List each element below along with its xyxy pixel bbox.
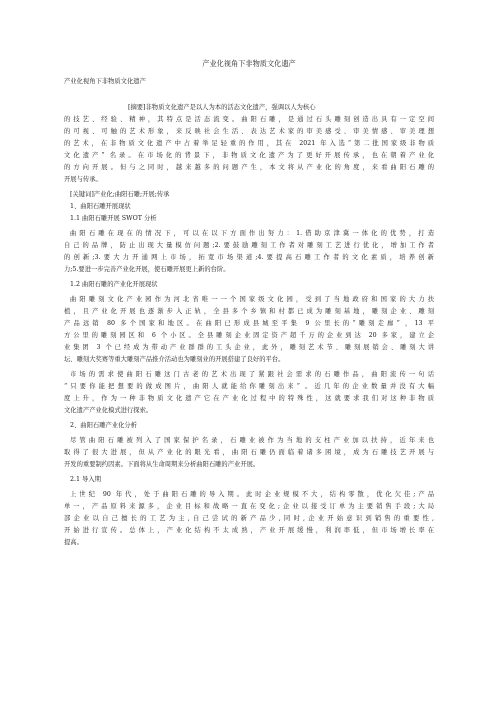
abstract-line: 文化遗产” 名录。在市场化的背景下，非物质文化遗产为了更好开展传承，也在朝着产业化	[64, 152, 434, 159]
abstract-line: 的方向开展。但与之同时，越来越多的问题产生，本文将从产业化的角度，来看曲阳石雕的	[64, 164, 434, 171]
paragraph-line: 产品远销 80 多个国家和地区。在曲阳已形成县城至平集 9 公里长的“雕刻走廊” ，13 平	[64, 320, 434, 327]
paragraph-line: 开始进行宣传。总体上，产业化结构不太成熟，产业开展缓慢，利润率低，但市场增长率在	[64, 527, 434, 534]
paragraph-line: 部企业以自己擅长的工艺为主,自己尝试的新产品少,同时,企业开始意识到销售的重要性,	[64, 515, 434, 522]
document-subtitle: 产业化视角下非物质文化遗产	[64, 78, 146, 85]
paragraph-line: 曲阳石雕在现在的情况下，可以在以下方面作出努力：1.借助京津冀一体化的优势，打造	[70, 230, 434, 237]
document-title: 产业化视角下非物质文化遗产	[202, 59, 296, 68]
paragraph-line: 文化遗产产业化模式进行探索。	[64, 407, 153, 414]
subsection-heading: 1.1 曲阳石雕开展 SWOT 分析	[70, 215, 157, 222]
abstract-line: 的技艺、经验、精神，其特点是活态流变。曲阳石雕，是通过石头雕刻创造出具有一定空间	[64, 116, 434, 123]
paragraph-line: 市场的需求使曲阳石雕这门古老的艺术出现了紧跟社会需求的石雕作品，曲阳流传一句话	[70, 371, 434, 378]
paragraph-line: 业集团 3 个已经成为带动产业群群的工头企业，此外，雕刻艺术节、雕刻展销会、雕刻大讲	[64, 344, 434, 351]
paragraph-line: 力;5.要进一步完善产业化开展，使石雕开展更上新的台阶。	[64, 266, 230, 273]
paragraph-line: 植，且产业化开展也逐渐步入正轨，全县多个乡镇和村都已成为雕刻基地，雕刻企业、雕刻	[64, 308, 434, 315]
abstract-line: 的可视、可触的艺术形象，来反映社会生活、表达艺术家的审美感受、审美情感、审美理想	[64, 128, 434, 135]
paragraph-line: “只要你能把想要的做成图片，曲阳人就能给你雕刻出来” 。近几年的企业数量并没有大幅	[64, 383, 434, 390]
paragraph-line: 坛、雕刻大奖赛等重大雕刻产品推介活动也为雕刻业的开展搭建了良好的平台。	[64, 356, 285, 363]
document-page	[64, 0, 434, 702]
paragraph-line: 度上升，作为一种非物质文化遗产它在产业化过程中的特殊性，这就要求我们对这种非物质	[64, 395, 434, 402]
paragraph-line: 上世纪 90 年代，处于曲阳石雕的导入期。此时企业规模不大，结构零散，优化欠佳;产品	[70, 491, 434, 498]
paragraph-line: 尽管曲阳石雕被列入了国家保护名录，石雕业被作为当地的支柱产业加以扶持，近年来也	[70, 437, 434, 444]
paragraph-line: 方公里的雕刻园区和 6 个小区。全县雕刻企业固定资产超千万的企业到达 20 多家，建立企	[64, 332, 434, 339]
paragraph-line: 开发的重要制约因素。下面将从生命周期来分析曲阳石雕的产业开展。	[64, 461, 260, 468]
subsection-heading: 1.2 曲阳石雕的产业化开展现状	[70, 281, 158, 288]
abstract-line: [摘要]非物质文化遗产是以人为本的活态文化遗产，强调以人为核心	[128, 104, 316, 111]
section-heading: 1、曲阳石雕开展现状	[70, 203, 131, 210]
subsection-heading: 2.1 导入期	[70, 476, 101, 483]
paragraph-line: 取得了很大进展，但从产业化的眼光看，曲阳石雕仍面临着诸多困境，成为石雕技艺开展与	[64, 449, 434, 456]
paragraph-line: 单一，产品原料来源多，企业目标和战略一直在变化;企业以接受订单为主要销售手段;大局	[64, 503, 434, 510]
paragraph-line: 提高。	[64, 539, 83, 546]
section-heading: 2、曲阳石雕产业化分析	[70, 422, 137, 429]
keywords: [关键词]产业化;曲阳石雕;开展;传承	[70, 191, 170, 198]
paragraph-line: 的创新;3.要大力开通网上市场，拓宽市场渠道;4.要提高石雕工作者的文化素质，培养创新	[64, 254, 434, 261]
abstract-line: 开展与传承。	[64, 176, 102, 183]
paragraph-line: 自己的品牌，防止出现大量模仿问题;2.要鼓励雕刻工作者对雕刻工艺进行优化，增加工作者	[64, 242, 434, 249]
paragraph-line: 曲阳雕刻文化产业园作为河北省唯一一个国家级文化园，受到了当地政府和国家的大力扶	[70, 296, 434, 303]
abstract-line: 的艺术，在非物质文化遗产中占着举足轻重的作用，其在 2021 年入选“第二批国家级非物质	[64, 140, 434, 147]
